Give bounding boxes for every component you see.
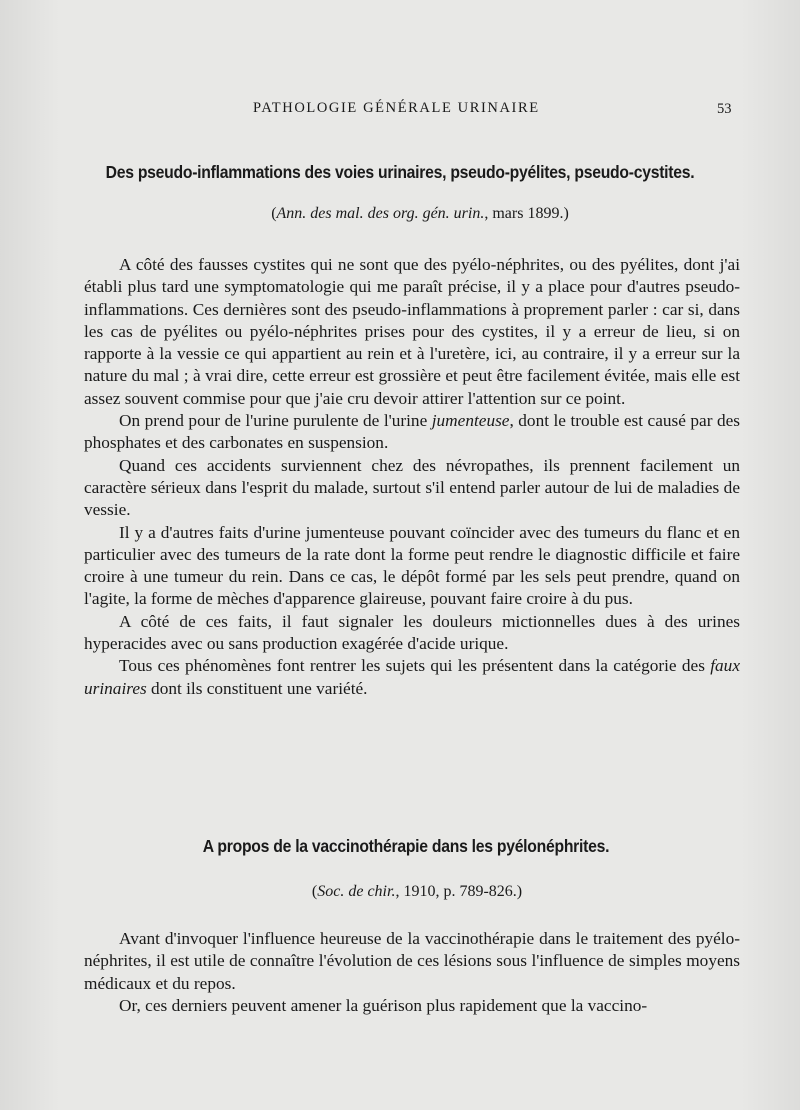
paragraph-italic-term: faux urinaires [84, 656, 740, 698]
section-title-vaccinotherapie: A propos de la vaccinothérapie dans les pyélonéphrites. [202, 836, 610, 856]
citation-date: , 1910, p. 789-826.) [395, 883, 523, 900]
paragraph: Avant d'invoquer l'influence heureuse de la vaccinothérapie dans le traitement des pyélo-néphrites, il est utile de connaître l'évolution de ces lésions sous l'influence de simples moyens médicaux et du repos. [84, 929, 740, 993]
citation-source: Ann. des mal. des org. gén. urin. [276, 205, 485, 222]
paragraph: Or, ces derniers peuvent amener la guérison plus rapidement que la vaccino- [119, 995, 648, 1015]
citation-open: ( [311, 883, 318, 900]
running-head: PATHOLOGIE GÉNÉRALE URINAIRE [253, 100, 540, 116]
paragraph: A côté de ces faits, il faut signaler les douleurs mictionnelles dues à des urines hyperacides avec ou sans production exagérée d'acide urique. [84, 611, 740, 654]
section-body [84, 254, 740, 700]
paragraph [84, 410, 740, 455]
page-number: 53 [717, 101, 732, 117]
section-citation [20, 205, 800, 223]
paragraph-text: , dont le trouble est causé par des phosphates et des carbonates en suspension. [84, 411, 740, 453]
paragraph: Quand ces accidents surviennent chez des névropathes, ils prennent facilement un caractère sérieux dans l'esprit du malade, surtout s'il entend parler autour de lui de maladies de vessie. [84, 455, 740, 520]
paragraph-text: dont ils constituent une variété. [146, 678, 368, 698]
paragraph [84, 655, 740, 700]
citation-source: Soc. de chir. [317, 883, 396, 900]
paragraph-text: On prend pour de l'urine purulente de l'urine [119, 411, 432, 431]
citation-open: ( [271, 205, 277, 222]
paragraph: Il y a d'autres faits d'urine jumenteuse pouvant coïncider avec des tumeurs du flanc et en particulier avec des tumeurs de la rate dont la forme peut rendre le diagnostic difficile et faire croire à une tumeur du rein. Dans ce cas, le dépôt formé par les sels peut prendre, quand on l'agite, la forme de mèches d'apparence glaireuse, pouvant faire croire à du pus. [84, 522, 740, 609]
paragraph-text: Tous ces phénomènes font rentrer les sujets qui les présentent dans la catégorie des [119, 656, 711, 676]
paragraph-italic-term: jumenteuse [431, 411, 510, 431]
section-title-pseudo-inflammations: Des pseudo-inflammations des voies urinaires, pseudo-pyélites, pseudo-cystites. [105, 162, 695, 182]
section-citation [17, 883, 800, 901]
section-body [84, 928, 740, 1017]
paragraph: A côté des fausses cystites qui ne sont que des pyélo-néphrites, ou des pyélites, dont j'ai établi plus tard une symptomatologie qui me paraît précise, il y a place pour d'autres pseudo-inflammations. Ces dernières sont des pseudo-inflammations à proprement parler : car si, dans les cas de pyélites ou pyélo-néphrites prises pour des cystites, il y a erreur de lieu, si on rapporte à la vessie ce qui appartient au rein et à l'uretère, ici, au contraire, il y a erreur sur la nature du mal ; à vrai dire, cette erreur est grossière et peut être facilement évitée, mais elle est assez souvent commise pour que j'aie cru devoir attirer l'attention sur ce point. [84, 255, 740, 408]
citation-date: , mars 1899.) [484, 205, 569, 222]
